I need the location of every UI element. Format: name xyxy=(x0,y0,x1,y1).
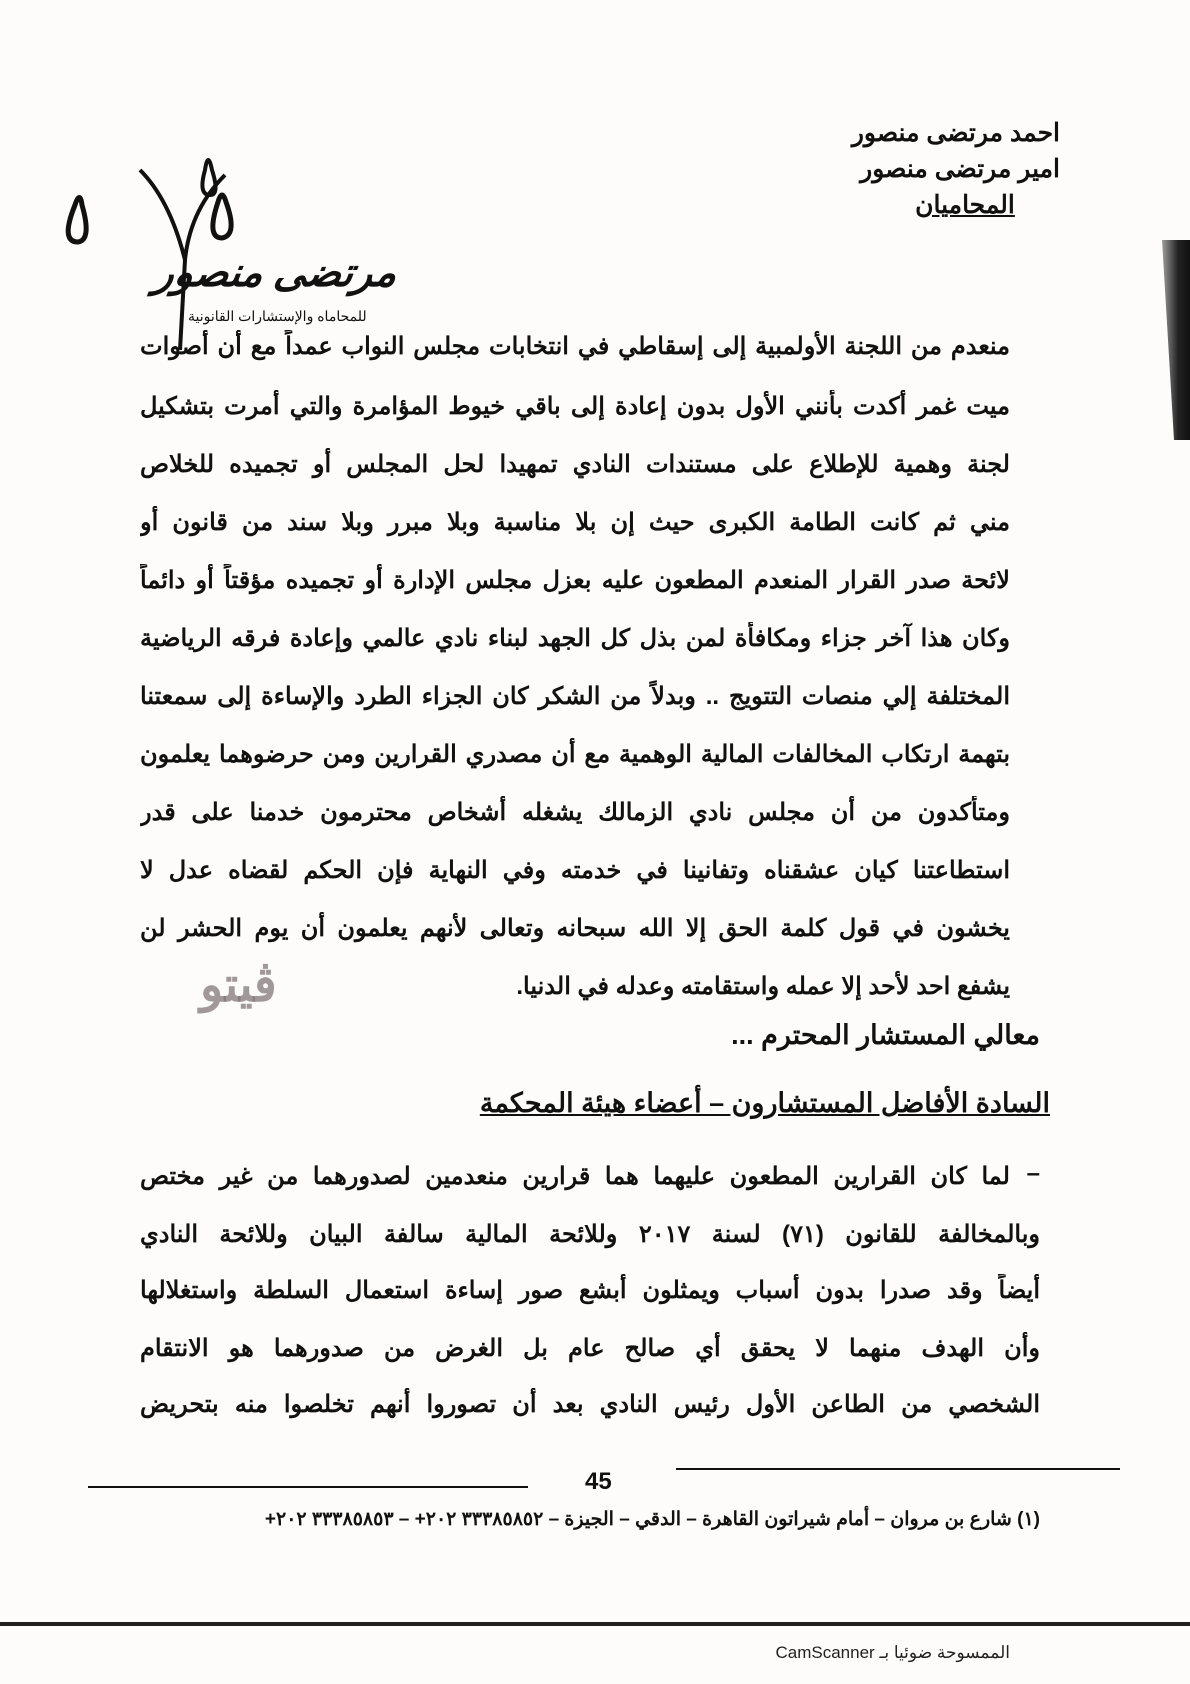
page-number: 45 xyxy=(585,1468,612,1495)
body-line: يخشون في قول كلمة الحق إلا الله سبحانه وتعالى لأنهم يعلمون أن يوم الحشر لن xyxy=(140,915,1010,942)
logo-subtitle: للمحاماه والإستشارات القانونية xyxy=(188,308,367,324)
body-line: استطاعتنا كيان عشقناه وتفانينا في خدمته وفي النهاية فإن الحكم لقضاه عدل لا xyxy=(140,857,1010,884)
footer-address: (١) شارع بن مروان – أمام شيراتون القاهرة – الدقي – الجيزة – ٣٣٣٨٥٨٥٢ ٢٠٢+ – ٣٣٣٨٥٨٥٣ ٢٠٢+ xyxy=(264,1509,1040,1530)
body-line: مني ثم كانت الطامة الكبرى حيث إن بلا مناسبة وبلا مبرر وبلا سند من قانون أو xyxy=(140,509,1010,536)
salutation-heading: معالي المستشار المحترم ... xyxy=(731,1020,1040,1050)
scan-edge xyxy=(0,1622,1190,1626)
addressees-heading: السادة الأفاضل المستشارون – أعضاء هيئة المحكمة xyxy=(479,1088,1050,1118)
logo-name: مرتضى منصور xyxy=(151,251,401,295)
letterhead-names xyxy=(852,115,1060,223)
bullet-line: لما كان القرارين المطعون عليهما هما قرارين منعدمين لصدورهما من غير مختص xyxy=(140,1163,1010,1190)
letterhead-title: المحاميان xyxy=(915,191,1015,219)
body-line: ومتأكدون من أن مجلس نادي الزمالك يشغله أشخاص محترمون خدمنا على قدر xyxy=(140,799,1010,826)
footer-rule-right xyxy=(676,1468,1120,1470)
body-line: لائحة صدر القرار المنعدم المطعون عليه بعزل مجلس الإدارة أو تجميده مؤقتاً أو دائماً xyxy=(140,567,1010,594)
body-line: لجنة وهمية للإطلاع على مستندات النادي تمهيدا لحل المجلس أو تجميده للخلاص xyxy=(140,451,1010,478)
camscanner-credit: الممسوحة ضوئيا بـ CamScanner xyxy=(775,1643,1010,1662)
body-line: المختلفة إلي منصات التتويج .. وبدلاً من الشكر كان الجزاء الطرد والإساءة إلى سمعتنا xyxy=(140,683,1010,710)
lawyer-name-2: امير مرتضى منصور xyxy=(860,155,1060,183)
bullet-line: أيضاً وقد صدرا بدون أسباب ويمثلون أبشع صور إساءة استعمال السلطة واستغلالها xyxy=(140,1277,1040,1304)
body-line: ميت غمر أكدت بأنني الأول بدون إعادة إلى باقي خيوط المؤامرة والتي أمرت بتشكيل xyxy=(140,393,1010,420)
body-line: بتهمة ارتكاب المخالفات المالية الوهمية مع أن مصدري القرارين ومن حرضوهما يعلمون xyxy=(140,741,1010,768)
bullet-dash: – xyxy=(1026,1160,1040,1187)
bullet-line: وبالمخالفة للقانون (٧١) لسنة ٢٠١٧ وللائحة المالية سالفة البيان وللائحة النادي xyxy=(140,1221,1040,1248)
body-line: منعدم من اللجنة الأولمبية إلى إسقاطي في انتخابات مجلس النواب عمداً مع أن أصوات xyxy=(140,333,1010,360)
lawyer-name-1: احمد مرتضى منصور xyxy=(851,119,1060,147)
bullet-line: وأن الهدف منهما لا يحقق أي صالح عام بل الغرض من صدورهما هو الانتقام xyxy=(140,1335,1040,1362)
watermark: ڤيتو xyxy=(200,959,277,1012)
page-edge-shadow xyxy=(1150,240,1190,440)
footer-rule-left xyxy=(88,1486,528,1488)
body-line: وكان هذا آخر جزاء ومكافأة لمن بذل كل الجهد لبناء نادي عالمي وإعادة فرقه الرياضية xyxy=(140,625,1010,652)
bullet-line: الشخصي من الطاعن الأول رئيس النادي بعد أن تصوروا أنهم تخلصوا منه بتحريض xyxy=(140,1391,1040,1418)
body-line: يشفع احد لأحد إلا عمله واستقامته وعدله في الدنيا. xyxy=(516,973,1010,1000)
